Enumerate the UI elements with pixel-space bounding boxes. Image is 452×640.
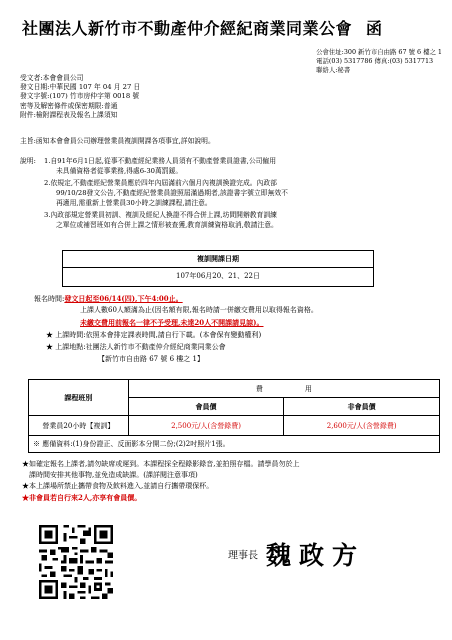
signatory-name: 魏政方 (266, 541, 366, 570)
explanation-item: 3.內政部規定營業員初訓、複訓及經紀人換證不得合併上課,坊間開辦教育訓練 (44, 211, 277, 219)
member-price: 2,500元/人(含營錄費) (128, 416, 284, 436)
contact-person: 聯絡人:秘書 (316, 66, 351, 74)
explanation-item: 未具備資格者從事業務,得處6-30萬罰鍰。 (56, 167, 183, 175)
required-documents-note: ※ 應備資料:(1)身份證正、反面影本分開二份;(2)2吋照片1張。 (29, 436, 440, 453)
notes-block (22, 459, 442, 503)
table-row (29, 416, 440, 436)
attachment: 附件:檢附課程表及報名上課須知 (20, 110, 118, 119)
explanation-item: 2.依規定,不動產經紀營業員應於四年內屆滿前六個月內複訓換證完成。內政部 (44, 179, 277, 187)
secrecy-level: 密等及解密條件或保密期限:普通 (20, 101, 118, 110)
registration-deadline: 發文日起至06/14(四),下午4:00止。 (64, 294, 183, 303)
document-title (22, 16, 442, 39)
schedule-dates: 107年06月20、21、22日 (62, 268, 374, 287)
contact-block (316, 48, 442, 75)
explanation-item: 再適用,需重新上營業員30小時之訓練課程,請注意。 (56, 199, 212, 207)
note-item: ★本上課場所禁止攜帶食物及飲料進入,並請自行攜帶環保杯。 (22, 482, 214, 490)
note-item: ★如確定報名上課者,請勿缺席或遲到。本課程採全程錄影錄音,並拍照存檔。請學員勿於上 (22, 460, 300, 468)
class-room: 【新竹市自由路 67 號 6 樓之 1】 (98, 355, 204, 363)
explanation-item: 之單位或補習班如有合併上課之情形被查獲,教育訓練資格取消,敬請注意。 (56, 221, 278, 229)
qr-code-icon (36, 522, 116, 602)
recipient: 受文者:本會會員公司 (20, 74, 84, 82)
signatory-role: 理事長 (228, 550, 258, 562)
registration-warning: 未繳交費用前報名一律不予受理,未達20人不開課請見諒)。 (80, 318, 264, 327)
document-number: 發文字號:(107) 竹市房仲字第 0018 號 (20, 92, 140, 101)
document-kind: 函 (366, 19, 383, 38)
fee-table (28, 379, 440, 453)
registration-capacity: 上課人數60人額滿為止(因名額有限,報名時請一併繳交費用以取得報名資格。 (80, 306, 318, 314)
explanation-heading: 說明: (20, 157, 36, 165)
issue-date: 發文日期:中華民國 107 年 04 月 27 日 (20, 83, 141, 92)
organization-name: 社團法人新竹市不動產仲介經紀商業同業公會 (22, 19, 353, 38)
nonmember-price-header: 非會員價 (284, 398, 440, 416)
fee-header: 費 用 (128, 380, 439, 398)
schedule-heading: 複訓開課日期 (62, 250, 374, 268)
class-location: ★ 上課地點:社團法人新竹市不動產仲介經紀商業同業公會 (46, 343, 226, 351)
registration-label: 報名時間: (34, 295, 65, 303)
explanation-item: 99/10/28發文公告,不動產經紀營業員證照屆滿過期者,該證書字號立即無效不 (56, 189, 288, 197)
nonmember-price: 2,600元/人(含營錄費) (284, 416, 440, 436)
phone-fax: 電話(03) 5317786 傳真:(03) 5317713 (316, 57, 434, 65)
course-name: 營業員20小時【複訓】 (29, 416, 129, 436)
explanation-item: 1.自91年6月1日起,從事不動產經紀業務人員須有不動產營業員證書,公司僱用 (44, 157, 277, 165)
note-item: ★非會員若自行來2人,亦享有會員價。 (22, 493, 142, 502)
meta-block (20, 74, 140, 120)
class-time: ★ 上課時間:依照本會排定課表時間,請自行下載。(本會保有變動權利) (46, 331, 262, 339)
address: 公會住址:300 新竹市自由路 67 號 6 樓之 1 (316, 48, 442, 56)
signature-block (228, 536, 365, 572)
subject-line: 主旨:函知本會會員公司辦理營業員複訓開課各項事宜,詳如說明。 (20, 137, 215, 145)
member-price-header: 會員價 (128, 398, 284, 416)
note-item: 課時間安排其他事物,並免造成缺課。(課詳閱注意事項) (22, 471, 198, 479)
course-header: 課程班別 (29, 380, 129, 416)
